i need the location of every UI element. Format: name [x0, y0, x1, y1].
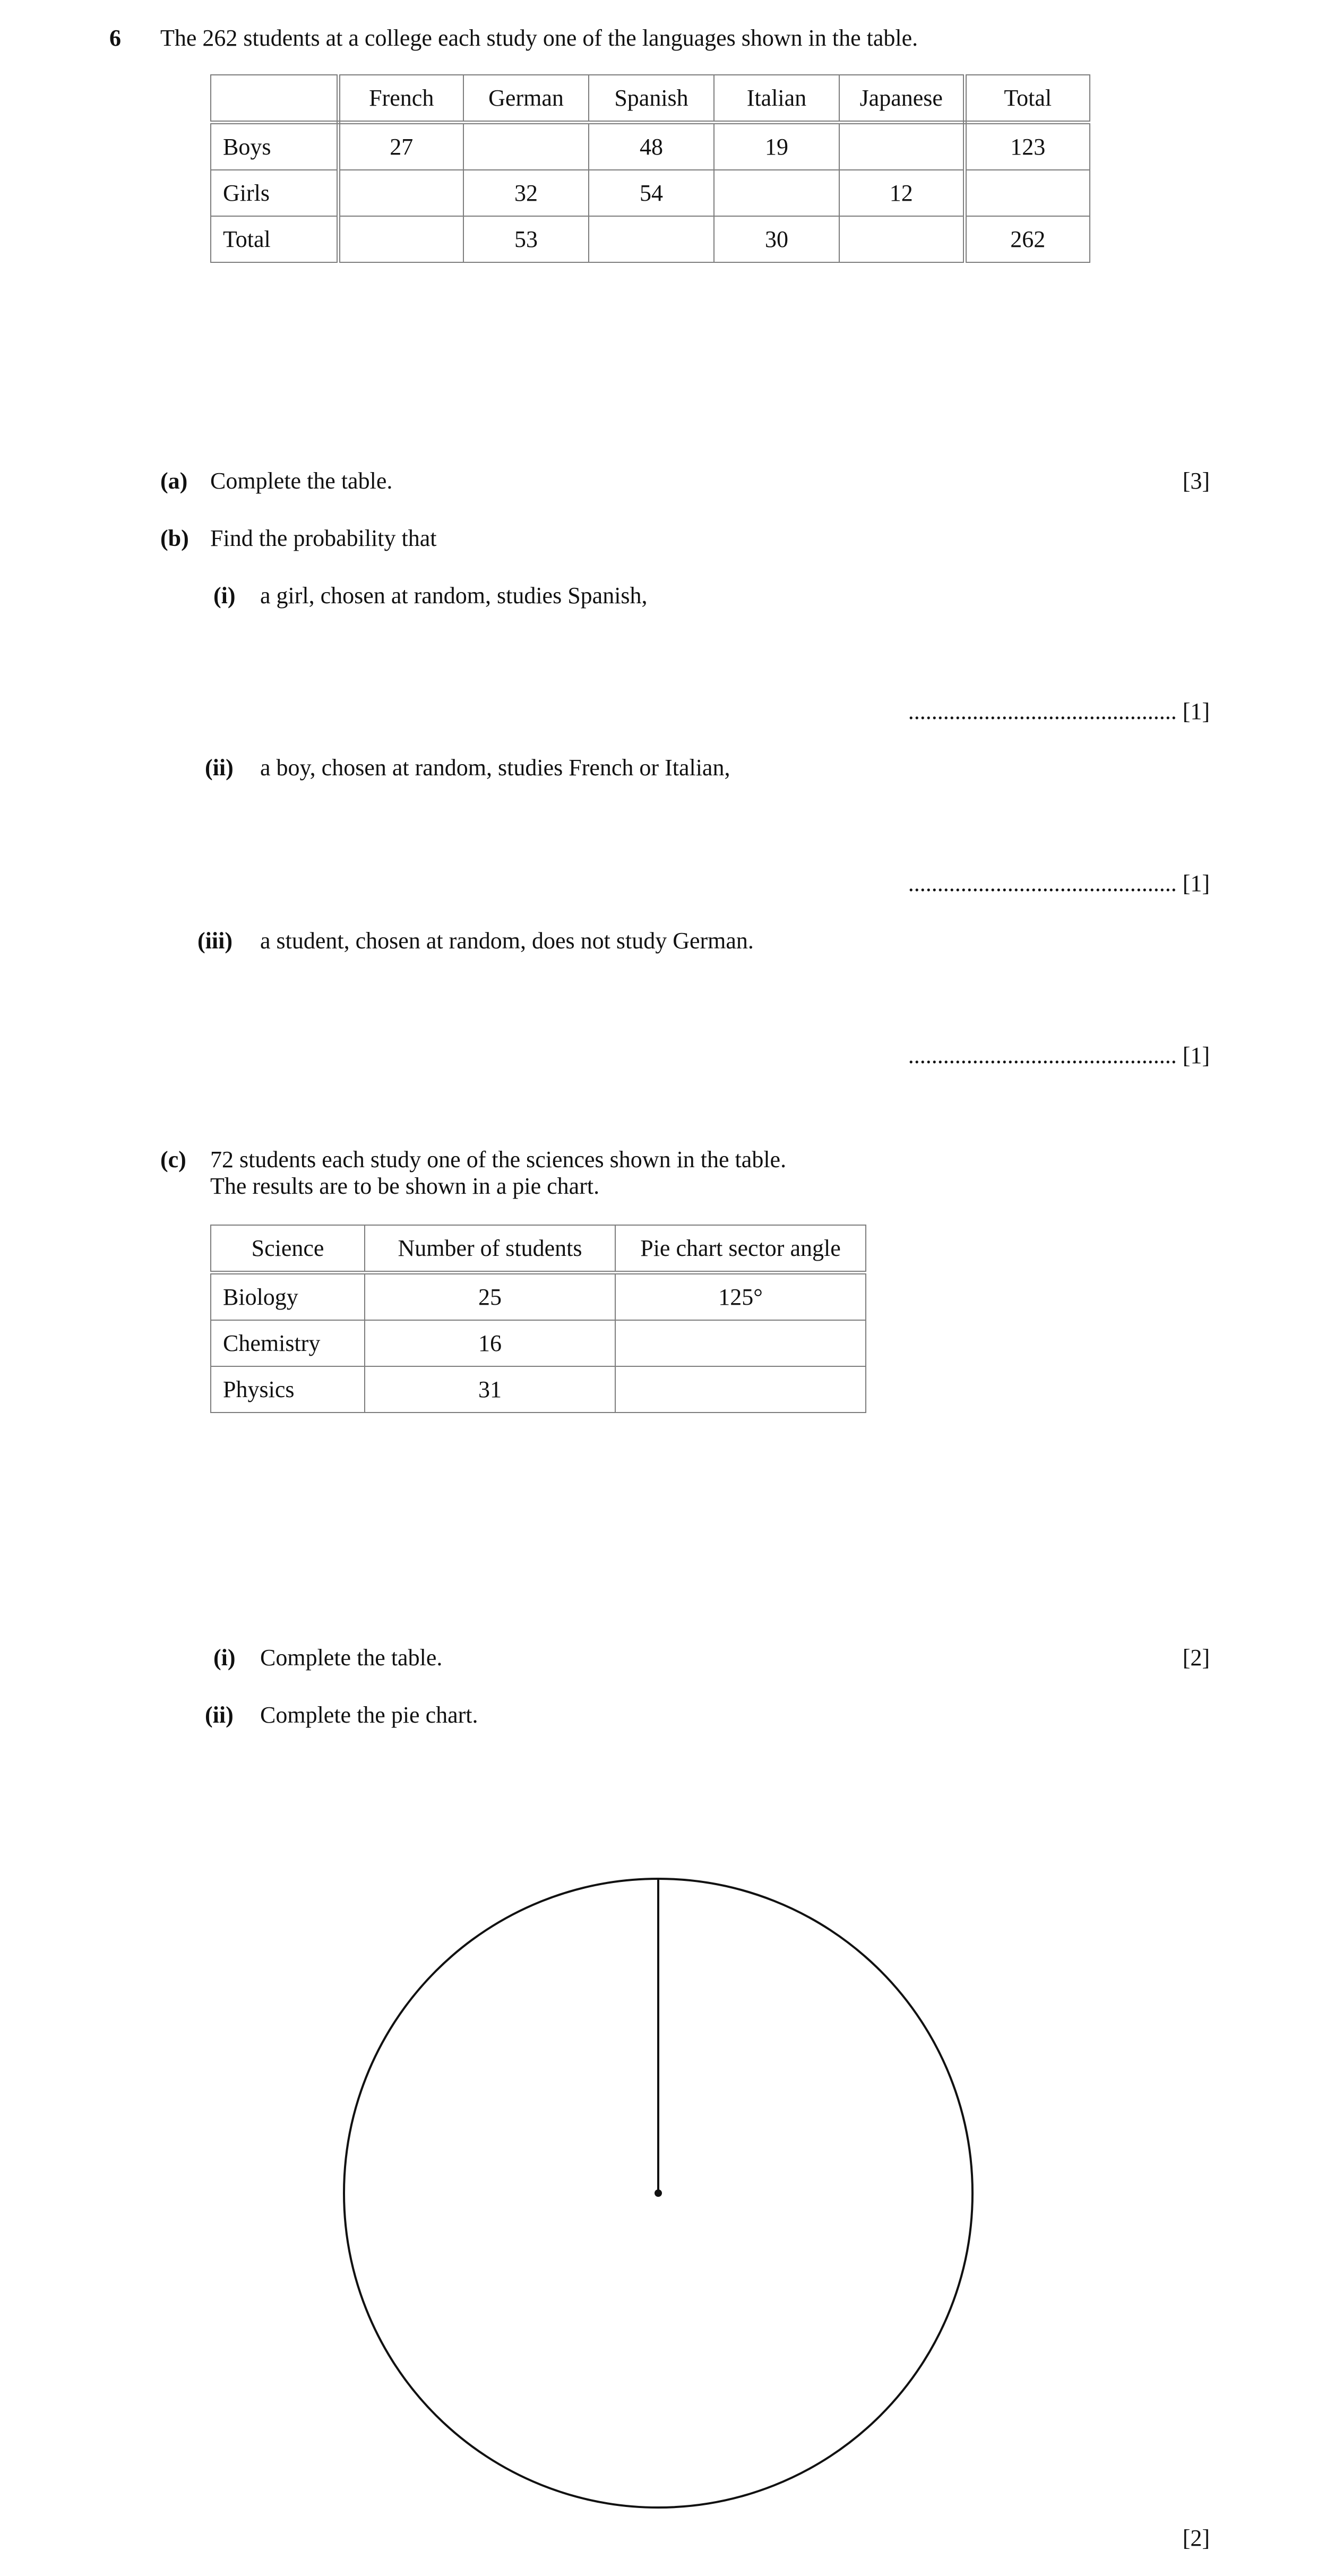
- row-label-girls: Girls: [211, 170, 338, 216]
- cell-chemistry-students: 16: [365, 1320, 615, 1366]
- answer-dots: ..............................................: [908, 1042, 1177, 1068]
- part-a-marks: [3]: [1182, 468, 1210, 494]
- header-german: German: [463, 75, 589, 123]
- languages-header-row: [211, 75, 1090, 123]
- cell-boys-german[interactable]: [463, 123, 589, 170]
- row-label-biology: Biology: [211, 1273, 365, 1321]
- part-c-i-label: (i): [213, 1645, 236, 1671]
- part-b-i-label: (i): [213, 583, 236, 609]
- row-label-physics: Physics: [211, 1366, 365, 1413]
- row-label-chemistry: Chemistry: [211, 1320, 365, 1366]
- header-total: Total: [965, 75, 1090, 123]
- cell-boys-total: 123: [965, 123, 1090, 170]
- header-japanese: Japanese: [839, 75, 965, 123]
- row-label-total: Total: [211, 216, 338, 262]
- cell-total-german: 53: [463, 216, 589, 262]
- science-row-biology: [211, 1273, 866, 1321]
- science-row-physics: [211, 1366, 866, 1413]
- part-b-iii-text: a student, chosen at random, does not study German.: [260, 928, 754, 954]
- science-header-row: [211, 1225, 866, 1273]
- cell-girls-spanish: 54: [589, 170, 714, 216]
- cell-physics-angle[interactable]: [615, 1366, 866, 1413]
- cell-total-italian: 30: [714, 216, 839, 262]
- part-b-ii-label: (ii): [205, 755, 234, 781]
- question-intro: The 262 students at a college each study one of the languages shown in the table.: [160, 25, 918, 51]
- header-cell-blank: [211, 75, 338, 123]
- languages-row-total: [211, 216, 1090, 262]
- part-c-ii-label: (ii): [205, 1702, 234, 1728]
- cell-biology-angle: 125°: [615, 1273, 866, 1321]
- languages-row-boys: [211, 123, 1090, 170]
- cell-boys-french: 27: [338, 123, 463, 170]
- pie-chart[interactable]: [340, 1875, 977, 2512]
- row-label-boys: Boys: [211, 123, 338, 170]
- part-b-text: Find the probability that: [210, 525, 437, 551]
- part-c-ii-marks: [2]: [1182, 2525, 1210, 2551]
- cell-girls-italian[interactable]: [714, 170, 839, 216]
- part-c-i-marks: [2]: [1182, 1645, 1210, 1671]
- answer-dots: ..............................................: [908, 870, 1177, 896]
- part-b-ii-answer[interactable]: [908, 872, 1210, 895]
- pie-centre-point: [655, 2189, 662, 2197]
- cell-chemistry-angle[interactable]: [615, 1320, 866, 1366]
- part-b-iii-marks: [1]: [1182, 1042, 1210, 1068]
- part-a-label: (a): [160, 468, 188, 494]
- cell-girls-japanese: 12: [839, 170, 965, 216]
- question-number: 6: [109, 25, 121, 51]
- cell-total-spanish[interactable]: [589, 216, 714, 262]
- cell-girls-german: 32: [463, 170, 589, 216]
- part-c-line2: The results are to be shown in a pie chart.: [210, 1173, 600, 1199]
- science-table: [210, 1225, 866, 1413]
- cell-boys-japanese[interactable]: [839, 123, 965, 170]
- part-c-i-text: Complete the table.: [260, 1645, 443, 1671]
- part-b-label: (b): [160, 525, 189, 551]
- part-c-ii-text: Complete the pie chart.: [260, 1702, 478, 1728]
- part-c-line1: 72 students each study one of the sciences shown in the table.: [210, 1146, 787, 1173]
- part-b-ii-marks: [1]: [1182, 870, 1210, 896]
- part-a-text: Complete the table.: [210, 468, 393, 494]
- part-b-iii-label: (iii): [197, 928, 233, 954]
- header-number-of-students: Number of students: [365, 1225, 615, 1273]
- header-sector-angle: Pie chart sector angle: [615, 1225, 866, 1273]
- part-b-ii-text: a boy, chosen at random, studies French or Italian,: [260, 755, 730, 781]
- cell-girls-french[interactable]: [338, 170, 463, 216]
- cell-total-french[interactable]: [338, 216, 463, 262]
- cell-boys-italian: 19: [714, 123, 839, 170]
- part-c-label: (c): [160, 1146, 186, 1173]
- part-b-i-text: a girl, chosen at random, studies Spanish,: [260, 583, 648, 609]
- part-b-i-answer[interactable]: [908, 700, 1210, 723]
- header-science: Science: [211, 1225, 365, 1273]
- languages-table: [210, 74, 1090, 263]
- languages-row-girls: [211, 170, 1090, 216]
- part-b-iii-answer[interactable]: [908, 1044, 1210, 1067]
- header-french: French: [338, 75, 463, 123]
- header-italian: Italian: [714, 75, 839, 123]
- cell-physics-students: 31: [365, 1366, 615, 1413]
- cell-biology-students: 25: [365, 1273, 615, 1321]
- science-row-chemistry: [211, 1320, 866, 1366]
- answer-dots: ..............................................: [908, 698, 1177, 724]
- cell-total-total: 262: [965, 216, 1090, 262]
- header-spanish: Spanish: [589, 75, 714, 123]
- cell-girls-total[interactable]: [965, 170, 1090, 216]
- cell-total-japanese[interactable]: [839, 216, 965, 262]
- part-b-i-marks: [1]: [1182, 698, 1210, 724]
- cell-boys-spanish: 48: [589, 123, 714, 170]
